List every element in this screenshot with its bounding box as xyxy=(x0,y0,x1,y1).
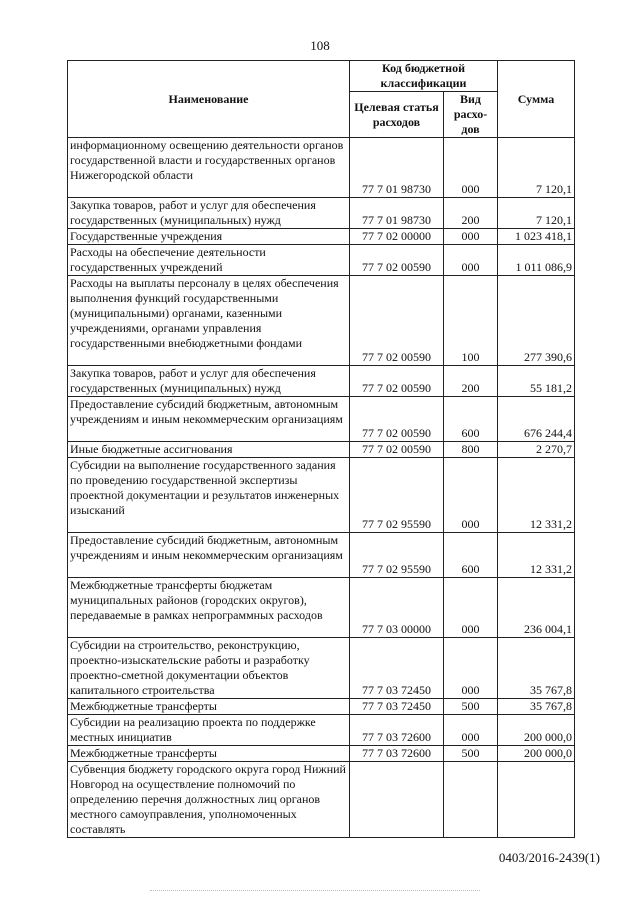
row-sum: 35 767,8 xyxy=(498,699,575,715)
row-sum: 236 004,1 xyxy=(498,578,575,638)
row-target-code: 77 7 03 72600 xyxy=(350,746,444,762)
table-row xyxy=(68,746,575,762)
header-code-group: Код бюджетной классификации xyxy=(350,61,498,92)
table-header xyxy=(68,61,575,138)
table-row xyxy=(68,276,575,366)
row-name: Предоставление субсидий бюджетным, автономным учреждениям и иным некоммерческим организациям xyxy=(68,533,350,578)
table-row xyxy=(68,638,575,699)
row-sum: 55 181,2 xyxy=(498,366,575,397)
table-row xyxy=(68,715,575,746)
row-sum: 12 331,2 xyxy=(498,458,575,533)
row-expense-type: 000 xyxy=(444,245,498,276)
budget-table xyxy=(67,60,575,838)
row-target-code: 77 7 03 72450 xyxy=(350,699,444,715)
row-expense-type: 100 xyxy=(444,276,498,366)
table-row xyxy=(68,198,575,229)
row-expense-type xyxy=(444,762,498,838)
row-target-code: 77 7 02 00590 xyxy=(350,366,444,397)
row-name: Государственные учреждения xyxy=(68,229,350,245)
row-expense-type: 600 xyxy=(444,533,498,578)
row-target-code: 77 7 03 72450 xyxy=(350,638,444,699)
row-sum: 35 767,8 xyxy=(498,638,575,699)
row-name: Иные бюджетные ассигнования xyxy=(68,442,350,458)
row-sum: 200 000,0 xyxy=(498,746,575,762)
table-row xyxy=(68,229,575,245)
row-name: информационному освещению деятельности органов государственной власти и государственных органов Нижегородской области xyxy=(68,138,350,198)
row-target-code: 77 7 02 00590 xyxy=(350,397,444,442)
row-sum: 12 331,2 xyxy=(498,533,575,578)
row-name: Расходы на обеспечение деятельности государственных учреждений xyxy=(68,245,350,276)
row-sum: 200 000,0 xyxy=(498,715,575,746)
row-name: Субсидии на строительство, реконструкцию, проектно-изыскательские работы и разработку проектно-сметной документации объектов капитального строительства xyxy=(68,638,350,699)
row-name: Закупка товаров, работ и услуг для обеспечения государственных (муниципальных) нужд xyxy=(68,198,350,229)
row-sum: 7 120,1 xyxy=(498,198,575,229)
header-sum: Сумма xyxy=(498,61,575,138)
row-name: Субвенция бюджету городского округа город Нижний Новгород на осуществление полномочий по определению перечня должностных лиц органов местного самоуправления, уполномоченных составлять xyxy=(68,762,350,838)
row-target-code: 77 7 02 95590 xyxy=(350,458,444,533)
row-expense-type: 500 xyxy=(444,699,498,715)
row-expense-type: 000 xyxy=(444,138,498,198)
row-sum: 7 120,1 xyxy=(498,138,575,198)
row-target-code: 77 7 02 00590 xyxy=(350,276,444,366)
row-target-code: 77 7 01 98730 xyxy=(350,198,444,229)
row-name: Субсидии на выполнение государственного задания по проведению государственной экспертизы проектной документации и результатов инженерных изысканий xyxy=(68,458,350,533)
row-target-code: 77 7 01 98730 xyxy=(350,138,444,198)
row-name: Предоставление субсидий бюджетным, автономным учреждениям и иным некоммерческим организациям xyxy=(68,397,350,442)
row-target-code: 77 7 02 00590 xyxy=(350,245,444,276)
row-sum: 676 244,4 xyxy=(498,397,575,442)
table-body xyxy=(68,138,575,838)
row-name: Закупка товаров, работ и услуг для обеспечения государственных (муниципальных) нужд xyxy=(68,366,350,397)
table-row xyxy=(68,366,575,397)
table-row xyxy=(68,458,575,533)
table-row xyxy=(68,533,575,578)
row-expense-type: 000 xyxy=(444,638,498,699)
row-expense-type: 800 xyxy=(444,442,498,458)
header-vid: Вид расхо-дов xyxy=(444,92,498,138)
table-row xyxy=(68,699,575,715)
row-expense-type: 000 xyxy=(444,458,498,533)
row-expense-type: 000 xyxy=(444,715,498,746)
row-sum xyxy=(498,762,575,838)
footer-scan-line xyxy=(150,890,480,893)
page-number: 108 xyxy=(310,38,330,53)
row-expense-type: 000 xyxy=(444,578,498,638)
row-name: Субсидии на реализацию проекта по поддержке местных инициатив xyxy=(68,715,350,746)
table-row xyxy=(68,397,575,442)
row-name: Межбюджетные трансферты бюджетам муниципальных районов (городских округов), передаваемые в рамках непрограммных расходов xyxy=(68,578,350,638)
row-target-code: 77 7 03 72600 xyxy=(350,715,444,746)
table-row xyxy=(68,442,575,458)
table-row xyxy=(68,578,575,638)
row-sum: 277 390,6 xyxy=(498,276,575,366)
table-row xyxy=(68,138,575,198)
row-expense-type: 200 xyxy=(444,366,498,397)
row-name: Межбюджетные трансферты xyxy=(68,746,350,762)
row-expense-type: 600 xyxy=(444,397,498,442)
row-sum: 2 270,7 xyxy=(498,442,575,458)
table-row xyxy=(68,245,575,276)
row-target-code: 77 7 02 00590 xyxy=(350,442,444,458)
row-target-code xyxy=(350,762,444,838)
row-target-code: 77 7 02 95590 xyxy=(350,533,444,578)
row-name: Расходы на выплаты персоналу в целях обеспечения выполнения функций государственными (муниципальными) органами, казенными учреждениями, органами управления государственными внебюджетными фондами xyxy=(68,276,350,366)
row-expense-type: 000 xyxy=(444,229,498,245)
row-sum: 1 011 086,9 xyxy=(498,245,575,276)
row-expense-type: 200 xyxy=(444,198,498,229)
table-row xyxy=(68,762,575,838)
row-expense-type: 500 xyxy=(444,746,498,762)
row-target-code: 77 7 03 00000 xyxy=(350,578,444,638)
header-name: Наименование xyxy=(68,61,350,138)
header-target: Целевая статья расходов xyxy=(350,92,444,138)
row-target-code: 77 7 02 00000 xyxy=(350,229,444,245)
row-sum: 1 023 418,1 xyxy=(498,229,575,245)
row-name: Межбюджетные трансферты xyxy=(68,699,350,715)
document-code: 0403/2016-2439(1) xyxy=(498,850,600,865)
